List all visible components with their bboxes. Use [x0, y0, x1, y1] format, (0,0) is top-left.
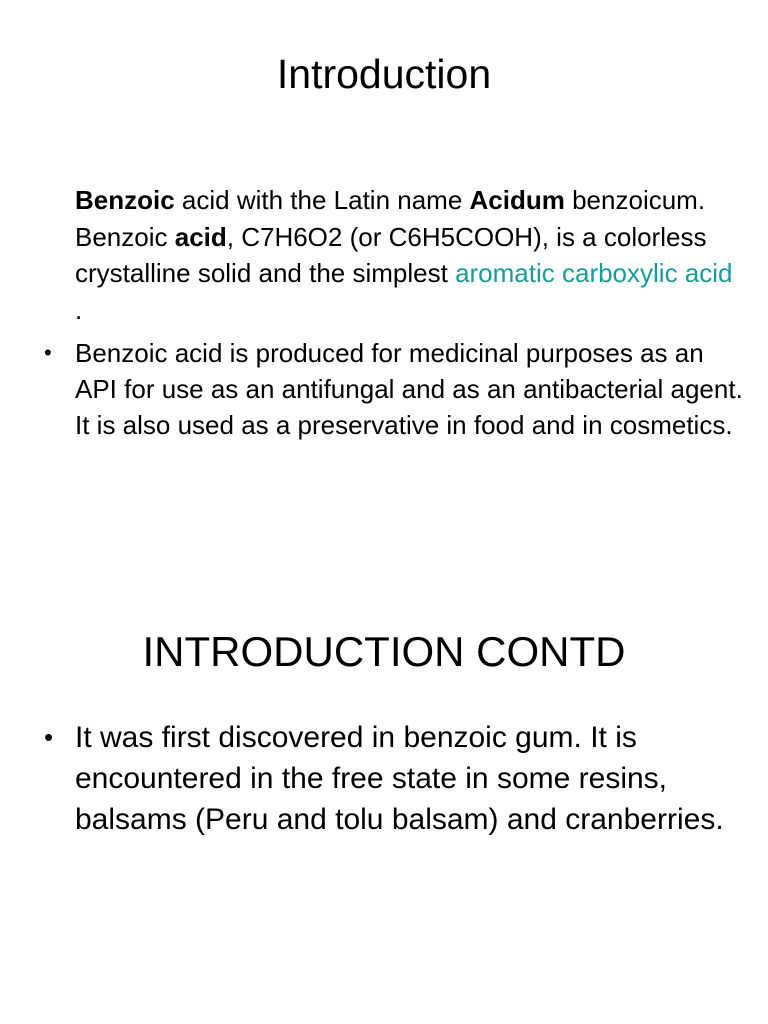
- bold-term-acidum: Acidum: [469, 185, 565, 215]
- intro-text-1: acid with the Latin name: [174, 185, 470, 215]
- intro-text-4: .: [75, 294, 83, 325]
- bold-term-acid: acid: [174, 221, 227, 252]
- bullet-dot: •: [44, 340, 52, 365]
- slide-title: INTRODUCTION CONTD: [142, 628, 626, 675]
- slide-introduction-contd: [0, 512, 768, 1024]
- bullet-text: Benzoic acid is produced for medicinal purposes as an API for use as an antifungal and as an antibacterial agent. It is also used as a preservative in food and in cosmetics.: [75, 338, 743, 440]
- intro-text-3: , C7H6O2 (or C6H5COOH), is a colorless crystalline solid and the simplest: [75, 221, 707, 288]
- intro-text-2: benzoicum. Benzoic: [75, 185, 706, 252]
- bullet-dot: •: [44, 722, 54, 752]
- slide-title: Introduction: [276, 51, 492, 97]
- bold-term-benzoic: Benzoic: [75, 185, 175, 215]
- intro-paragraph: [75, 182, 745, 328]
- bullet-text: It was first discovered in benzoic gum. It is encountered in the free state in some resins, balsams (Peru and tolu balsam) and cranberries.: [75, 721, 724, 836]
- aromatic-carboxylic-acid-link[interactable]: aromatic carboxylic acid: [455, 258, 733, 288]
